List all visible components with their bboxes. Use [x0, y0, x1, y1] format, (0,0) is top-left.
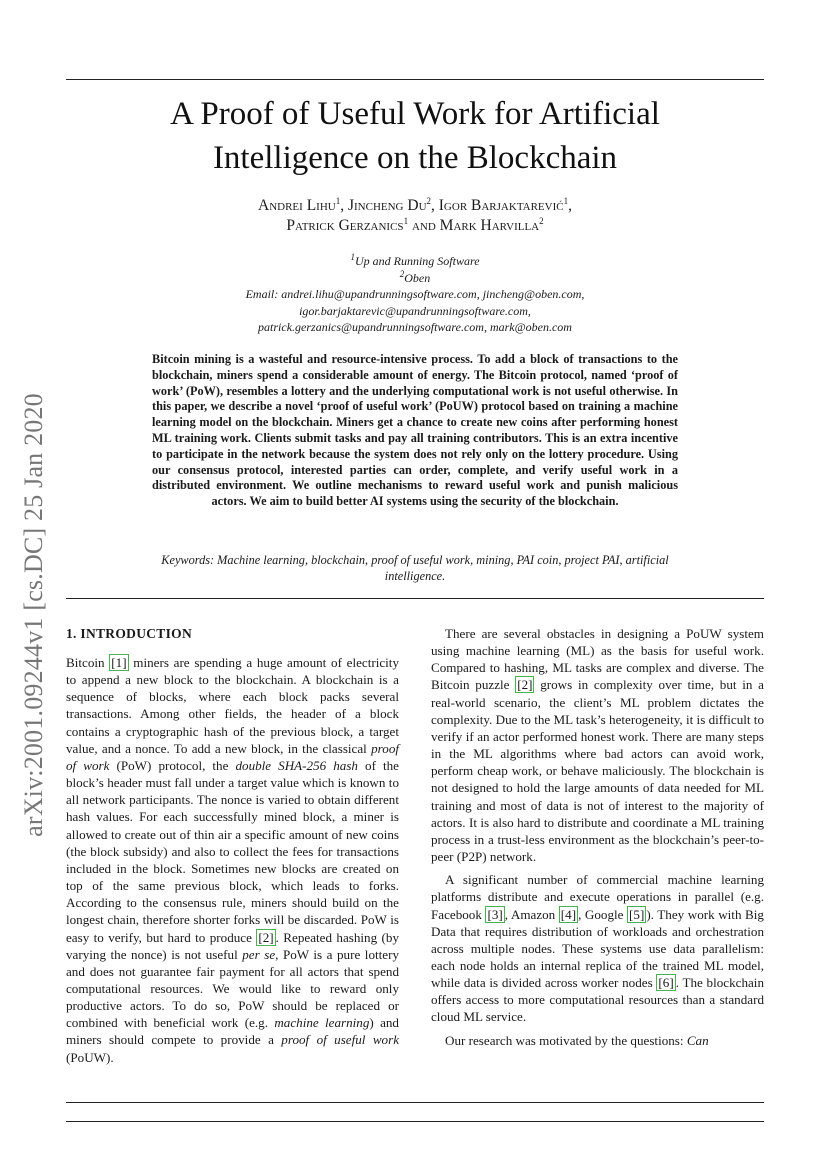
affiliation-1	[66, 253, 764, 270]
authors-line-1: Andrei Lihu$^1$, Jincheng Du$^2$, Igor Barjaktarević$^1$,	[258, 195, 572, 214]
author-affil-mark: 1	[335, 195, 341, 206]
arxiv-sidebar	[10, 367, 58, 863]
right-column	[431, 625, 764, 1049]
arxiv-identifier: arXiv:2001.09244v1 [cs.DC] 25 Jan 2020	[19, 393, 48, 837]
left-column	[66, 625, 399, 1066]
footer-rule-2	[66, 1121, 764, 1122]
affiliations-block	[66, 253, 764, 336]
intro-paragraph: Bitcoin [1] miners are spending a huge amount of electricity to append a new block to the blockchain. A blockchain is a sequence of blocks, where each block packs several transactions. Among other fields, the header of a block contains a cryptographic hash of the previous block, a target value, and a nonce. To add a new block, in the classical proof of work (PoW) protocol, the double SHA-256 hash of the block’s header must fall under a target value which is known to all network participants. The nonce is varied to obtain different hash values. For each successfully mined block, a miner is allowed to create out of thin air a specific amount of new coins (the block subsidy) and also to collect the fees for transactions included in the block. Sometimes new blocks are created on top of the same previous block, which leads to forks. According to the consensus rule, miners should build on the longest chain, therefore shorter forks will be discarded. PoW is easy to verify, but hard to produce [2] . Repeated hashing (by varying the nonce) is not useful per se, PoW is a pure lottery and does not guarantee fair payment for all actors that spend computational resources. We would like to reward only productive actors. To do so, PoW should be replaced or combined with beneficial work (e.g. machine learning) and miners should compete to provide a proof of useful work (PoUW).	[66, 655, 400, 1065]
author-name: Jincheng Du	[347, 197, 427, 214]
affiliation-name: Up and Running Software	[354, 254, 480, 268]
affiliation-name: Oben	[404, 270, 431, 285]
author-affil-mark: 2	[426, 195, 432, 206]
author-affil-mark: 2	[539, 215, 544, 226]
citation-link[interactable]: [5]	[629, 906, 645, 922]
footer-rule-1	[66, 1102, 764, 1103]
author-conjunction: and	[411, 217, 436, 234]
paper-title	[66, 92, 764, 180]
email-line: Email: andrei.lihu@upandrunningsoftware.com, jincheng@oben.com,	[245, 287, 585, 301]
body-paragraph: A significant number of commercial machine learning platforms distribute and execute operations in parallel (e.g. Facebook [3] , Amazon [4] , Google [5] ). They work with Big Data that requires distribution of workloads and orchestration across multiple nodes. These systems use data parallelism: each node holds an internal replica of the trained ML model, while data is divided across worker nodes [6] . The blockchain offers access to more computational resources than a standard cloud ML service.	[431, 872, 764, 1025]
affil-mark: 2	[399, 268, 405, 279]
body-paragraph: Our research was motivated by the questions: Can	[445, 1032, 709, 1048]
email-line: igor.barjaktarevic@upandrunningsoftware.com,	[299, 303, 531, 318]
citation-link[interactable]: [6]	[658, 975, 674, 991]
email-line: patrick.gerzanics@upandrunningsoftware.com, mark@oben.com	[258, 320, 572, 334]
title-line-2: Intelligence on the Blockchain	[212, 140, 618, 176]
citation-link[interactable]: [2]	[517, 677, 533, 693]
body-paragraph: There are several obstacles in designing a PoUW system using machine learning (ML) as the basis for useful work. Compared to hashing, ML tasks are complex and diverse. The Bitcoin puzzle [2] grows in complexity over time, but in a real-world scenario, the client’s ML problem dictates the complexity. Due to the ML task’s heterogeneity, it is difficult to verify if an actor performed honest work. There are many steps in the ML algorithms where bad actors can avoid work, perform cheap work, or behave maliciously. The blockchain is not designed to hold the large amounts of data needed for ML training and most of data is not of interest to the majority of actors. It is also hard to distribute and coordinate a ML training process in a trust-less environment as the blockchain’s peer-to-peer (P2P) network.	[431, 626, 764, 865]
author-affil-mark: 1	[563, 195, 569, 206]
authors-line-2	[66, 216, 764, 236]
citation-link[interactable]: [3]	[487, 906, 503, 922]
affiliation-2	[66, 270, 764, 287]
citation-link[interactable]: [1]	[111, 655, 127, 670]
title-line-1: A Proof of Useful Work for Artificial	[170, 96, 660, 132]
header-divider-rule	[66, 598, 764, 599]
keywords: Keywords: Machine learning, blockchain, proof of useful work, mining, PAI coin, project PAI, artificial intelligence.	[161, 553, 669, 583]
author-name: Patrick Gerzanics	[286, 217, 404, 234]
affil-mark: 1	[350, 252, 355, 262]
abstract: Bitcoin mining is a wasteful and resource-intensive process. To add a block of transactions to the blockchain, miners spend a considerable amount of energy. The Bitcoin protocol, named ‘proof of work’ (PoW), resembles a lottery and the underlying computational work is not useful otherwise. In this paper, we describe a novel ‘proof of useful work’ (PoUW) protocol based on training a machine learning model on the blockchain. Miners get a chance to create new coins after performing honest ML training work. Clients submit tasks and pay all training contributors. This is an extra incentive to participate in the network because the system does not rely only on the lottery procedure. Using our consensus protocol, interested parties can order, complete, and verify useful work in a distributed environment. We outline mechanisms to reward useful work and punish malicious actors. We aim to build better AI systems using the security of the blockchain.	[152, 352, 678, 509]
section-heading: 1. INTRODUCTION	[66, 626, 193, 641]
author-affil-mark: 1	[403, 215, 409, 226]
top-rule	[66, 79, 764, 80]
citation-link[interactable]: [4]	[560, 906, 577, 922]
author-name: Andrei Lihu	[258, 197, 336, 214]
author-name: Mark Harvilla	[439, 217, 540, 234]
citation-link[interactable]: [2]	[258, 929, 274, 945]
author-list	[66, 196, 764, 236]
author-name: Igor Barjaktarević	[438, 197, 564, 214]
